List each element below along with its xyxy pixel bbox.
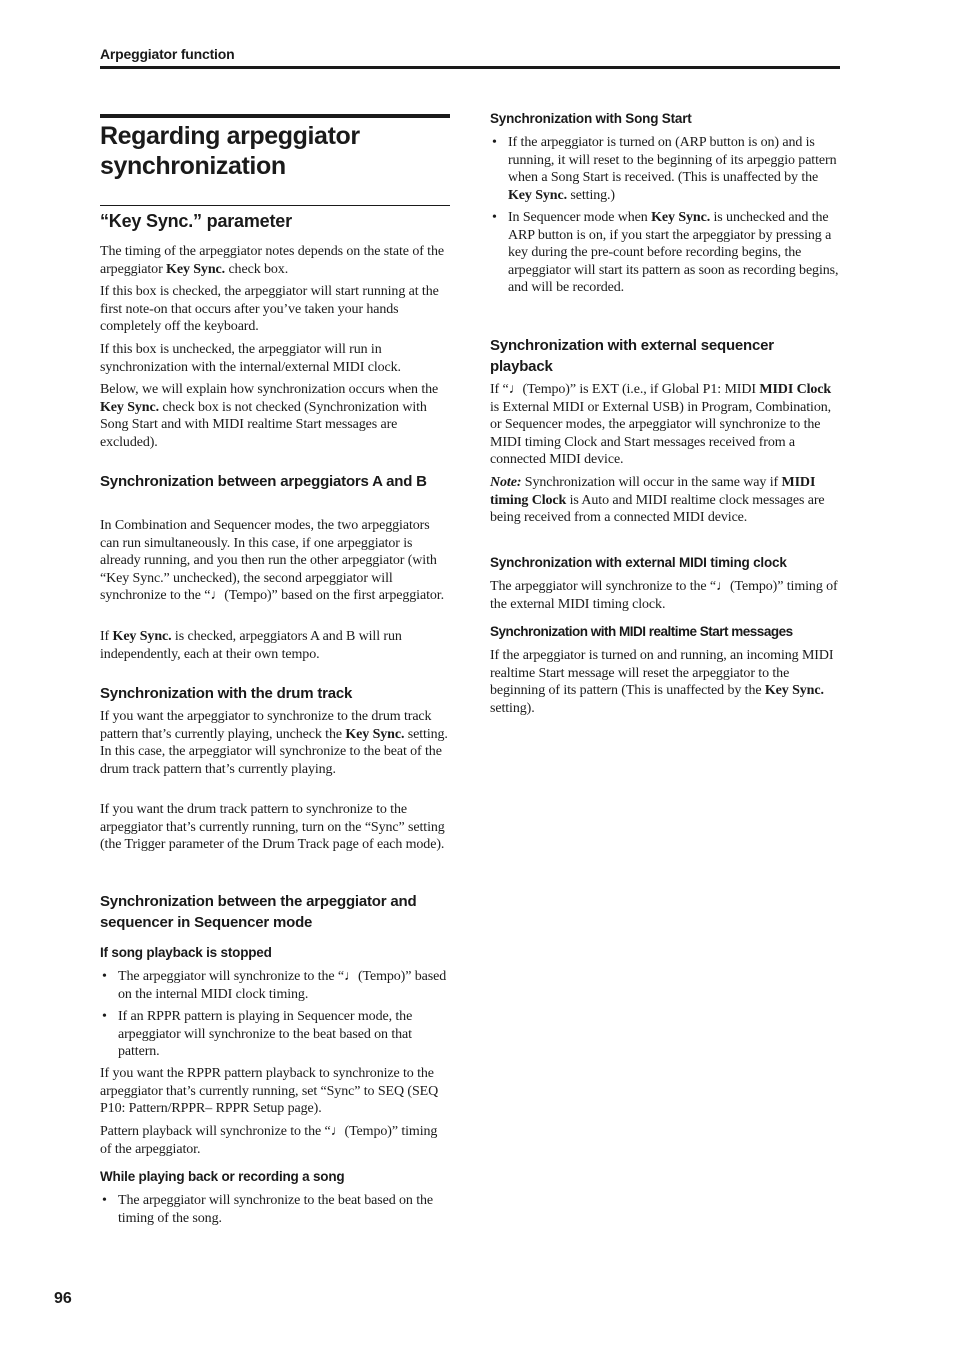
sync-drum-paragraph-1: If you want the arpeggiator to synchronize to the drum track pattern that’s currently playing, uncheck the Key Sync. setting. In this case, the arpeggiator will synchronize to the beat of the drum track pattern that’s currently playing. [100,709,448,777]
list-item: • If the arpeggiator is turned on (ARP button is on) and is running, it will reset to the beginning of its arpeggio pattern when a Song Start is received. (This is unaffected by the Key Sync. setting.) [490,134,840,204]
list-item: • The arpeggiator will synchronize to the “♩(Tempo)” based on the internal MIDI clock timing. [100,968,450,1003]
ext-seq-note: Note: Synchronization will occur in the same way if MIDI timing Clock is Auto and MIDI realtime clock messages are being received from a connected MIDI device. [490,475,825,526]
ext-seq-paragraph: If “♩(Tempo)” is EXT (i.e., if Global P1: MIDI MIDI Clock is External MIDI or External USB) in Program, Combination, or Sequencer modes, the arpeggiator will synchronize to the MIDI timing Clock and Start messages received from a connected MIDI device. [490,382,832,468]
song-start-heading: Synchronization with Song Start [490,111,692,126]
song-stopped-paragraph-2: Pattern playback will synchronize to the “♩(Tempo)” timing of the arpeggiator. [100,1124,438,1157]
realtime-paragraph: If the arpeggiator is turned on and running, an incoming MIDI realtime Start message will reset the arpeggiator to the beginning of its pattern (This is unaffected by the Key Sync. setting). [490,648,834,716]
ext-clock-paragraph: The arpeggiator will synchronize to the “♩(Tempo)” timing of the external MIDI timing clock. [490,579,838,612]
title-rule [100,114,450,118]
realtime-heading: Synchronization with MIDI realtime Start messages [490,624,793,639]
keysync-paragraph-4: Below, we will explain how synchronization occurs when the Key Sync. check box is not checked (Synchronization with Song Start and with MIDI realtime Start messages are excluded). [100,382,439,450]
page-number: 96 [54,1290,72,1307]
sync-ab-paragraph-1: In Combination and Sequencer modes, the two arpeggiators can run simultaneously. In this case, if one arpeggiator is already running, and you then run the other arpeggiator (with “Key Sync.” unchecked), the second arpeggiator will synchronize to the “♩(Tempo)” based on the first arpeggiator. [100,518,444,604]
ext-clock-heading: Synchronization with external MIDI timing clock [490,555,787,570]
header-rule [100,66,840,69]
section-rule [100,205,450,206]
sync-ab-heading: Synchronization between arpeggiators A and B [100,473,427,490]
page-title: Regarding arpeggiator synchronization [100,122,360,180]
song-playing-heading: While playing back or recording a song [100,1169,345,1184]
song-stopped-paragraph-1: If you want the RPPR pattern playback to synchronize to the arpeggiator that’s currently running, set “Sync” to SEQ (SEQ P10: Pattern/RPPR– RPPR Setup page). [100,1066,439,1117]
keysync-paragraph-3: If this box is unchecked, the arpeggiator will run in synchronization with the internal/external MIDI clock. [100,342,401,375]
sync-seq-heading: Synchronization between the arpeggiator and sequencer in Sequencer mode [100,893,417,931]
list-item: • If an RPPR pattern is playing in Sequencer mode, the arpeggiator will synchronize to the beat based on that pattern. [100,1008,450,1061]
running-head: Arpeggiator function [100,46,235,62]
keysync-heading: “Key Sync.” parameter [100,211,292,231]
keysync-paragraph-1: The timing of the arpeggiator notes depends on the state of the arpeggiator Key Sync. check box. [100,244,444,277]
list-item: • The arpeggiator will synchronize to the beat based on the timing of the song. [100,1192,450,1227]
ext-seq-heading: Synchronization with external sequencer playback [490,337,774,375]
sync-drum-heading: Synchronization with the drum track [100,685,353,702]
song-stopped-heading: If song playback is stopped [100,945,272,960]
keysync-paragraph-2: If this box is checked, the arpeggiator will start running at the first note-on that occurs after you’ve taken your hands completely off the keyboard. [100,284,439,335]
sync-ab-paragraph-2: If Key Sync. is checked, arpeggiators A and B will run independently, each at their own tempo. [100,629,402,662]
sync-drum-paragraph-2: If you want the drum track pattern to synchronize to the arpeggiator that’s currently running, turn on the “Sync” setting (the Trigger parameter of the Drum Track page of each mode). [100,802,445,853]
list-item: • In Sequencer mode when Key Sync. is unchecked and the ARP button is on, if you start the arpeggiator by pressing a key during the pre-count before recording begins, the arpeggiator will start its pattern as soon as recording begins, and will be recorded. [490,209,840,297]
